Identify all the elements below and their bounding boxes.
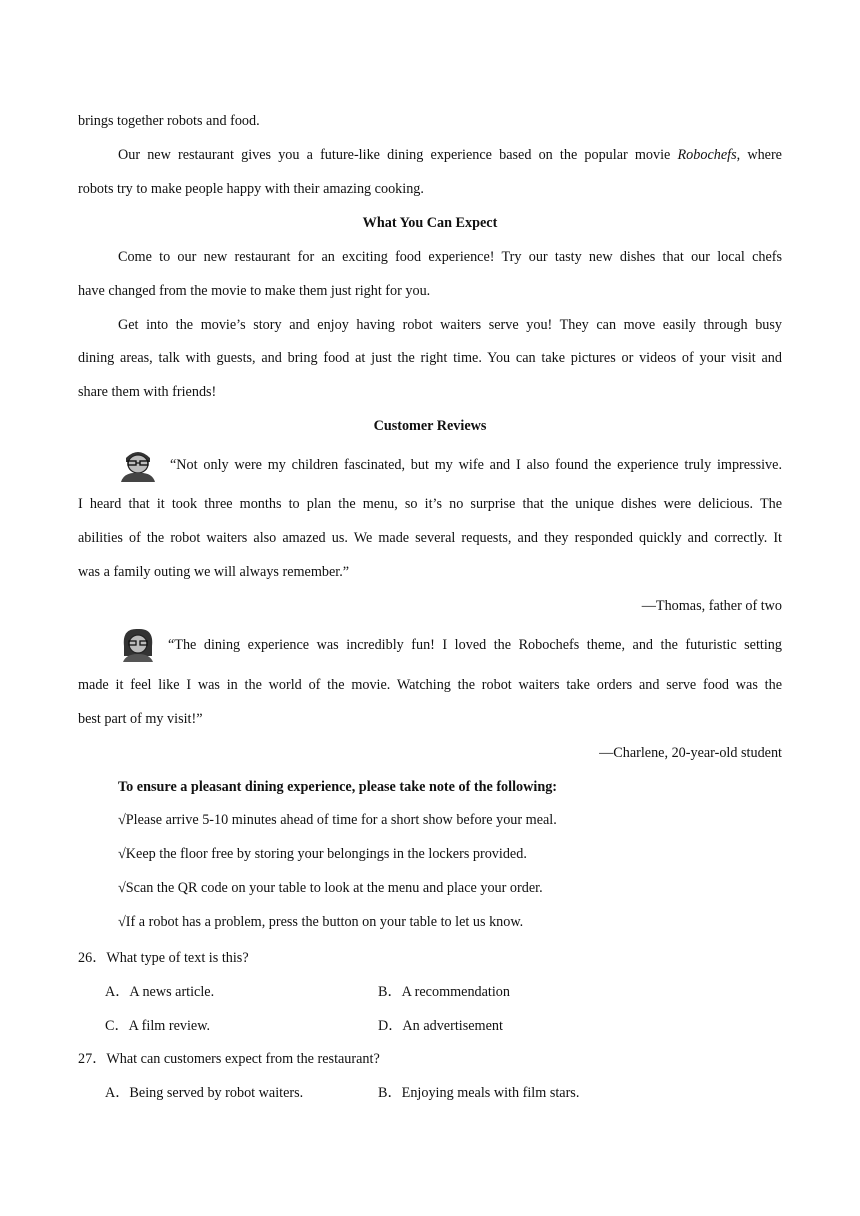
note-item: √If a robot has a problem, press the button on your table to let us know. [118,914,524,930]
section-heading-expect: What You Can Expect [362,215,498,231]
question-stem: 27．What can customers expect from the restaurant? [78,1051,380,1067]
expect-paragraph-line: have changed from the movie to make them just right for you. [78,283,431,299]
review-line: made it feel like I was in the world of the movie. Watching the robot waiters take orders and serve food was the [78,677,782,693]
review-signature: —Thomas, father of two [641,598,782,614]
review-line: I heard that it took three months to plan the menu, so it’s no surprise that the unique dishes were delicious. The [78,496,782,512]
reviewer-avatar-icon [118,626,158,662]
note-item: √Please arrive 5-10 minutes ahead of time for a short show before your meal. [118,812,557,828]
answer-option: C．A film review. [105,1018,211,1034]
movie-title: Robochefs [677,147,737,163]
notes-heading: To ensure a pleasant dining experience, please take note of the following: [118,779,558,795]
answer-option: B．Enjoying meals with film stars. [378,1085,580,1101]
text-run: Our new restaurant gives you a future-like dining experience based on the popular movie [118,147,678,163]
expect-paragraph-line: Come to our new restaurant for an exciting food experience! Try our tasty new dishes that our local chefs [118,249,782,265]
review-line: abilities of the robot waiters also amazed us. We made several requests, and they responded quickly and correctly. It [78,530,782,546]
question-stem: 26．What type of text is this? [78,950,249,966]
answer-option: D．An advertisement [378,1018,503,1034]
text-run: , where [736,147,782,163]
intro-paragraph-line: robots try to make people happy with their amazing cooking. [78,181,424,197]
note-item: √Scan the QR code on your table to look at the menu and place your order. [118,880,543,896]
review-line: best part of my visit!” [78,711,203,727]
note-item: √Keep the floor free by storing your belongings in the lockers provided. [118,846,527,862]
intro-paragraph-line [118,147,782,164]
section-heading-reviews: Customer Reviews [373,418,487,434]
answer-option: A．A news article. [105,984,215,1000]
reviewer-avatar-icon [118,446,158,482]
answer-option: B．A recommendation [378,984,510,1000]
expect-paragraph-line: share them with friends! [78,384,217,400]
review-signature: —Charlene, 20-year-old student [599,745,782,761]
answer-option: A．Being served by robot waiters. [105,1085,304,1101]
expect-paragraph-line: dining areas, talk with guests, and bring food at just the right time. You can take pictures or videos of your visit and [78,350,782,366]
intro-line: brings together robots and food. [78,113,260,129]
review-line: was a family outing we will always remember.” [78,564,350,580]
review-line: “Not only were my children fascinated, but my wife and I also found the experience truly impressive. [170,457,782,473]
expect-paragraph-line: Get into the movie’s story and enjoy having robot waiters serve you! They can move easily through busy [118,317,782,333]
review-line: “The dining experience was incredibly fun! I loved the Robochefs theme, and the futuristic setting [168,637,782,653]
